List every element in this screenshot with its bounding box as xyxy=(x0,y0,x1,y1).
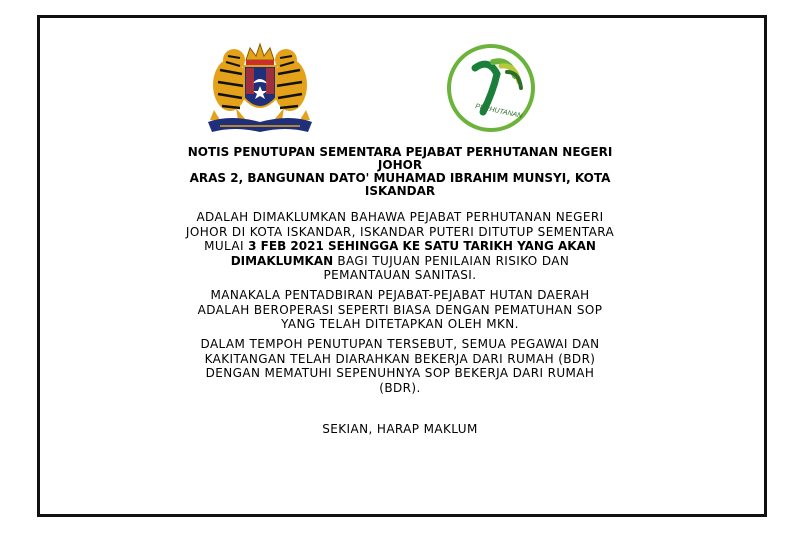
johor-coat-of-arms-logo xyxy=(190,40,330,136)
para3-line-2: KAKITANGAN TELAH DIARAHKAN BEKERJA DARI RUMAH (BDR) xyxy=(204,351,596,366)
title-line-3: ARAS 2, BANGUNAN DATO' MUHAMAD IBRAHIM MUNSYI, KOTA xyxy=(189,171,611,185)
perhutanan-logo-text: PERHUTANAN xyxy=(474,103,523,120)
notice-title xyxy=(60,146,740,198)
para1-line-1: ADALAH DIMAKLUMKAN BAHAWA PEJABAT PERHUTANAN NEGERI xyxy=(196,210,604,224)
notice-paragraph-1 xyxy=(60,210,740,283)
para1-line-3 xyxy=(60,239,740,254)
notice-paragraph-2 xyxy=(60,288,740,332)
para3-line-3: DENGAN MEMATUHI SEPENUHNYA SOP BEKERJA DARI RUMAH xyxy=(205,366,595,380)
para2-line-2: ADALAH BEROPERASI SEPERTI BIASA DENGAN PEMATUHAN SOP xyxy=(197,302,603,317)
perhutanan-logo xyxy=(431,44,551,132)
para3-line-1: DALAM TEMPOH PENUTUPAN TERSEBUT, SEMUA PEGAWAI DAN xyxy=(200,337,600,351)
banner-scroll-icon xyxy=(208,118,312,132)
para1-line-5: PEMANTAUAN SANITASI. xyxy=(323,268,477,282)
para2-line-3: YANG TELAH DITETAPKAN OLEH MKN. xyxy=(281,317,519,331)
para1-line-4-text: BAGI TUJUAN PENILAIAN RISIKO DAN xyxy=(333,253,570,268)
crown-icon xyxy=(246,44,274,65)
para1-line-2: JOHOR DI KOTA ISKANDAR, ISKANDAR PUTERI DITUTUP SEMENTARA xyxy=(185,224,615,239)
para1-line-3-text: MULAI xyxy=(204,239,249,253)
para3-line-4: (BDR). xyxy=(379,380,421,395)
right-tiger-icon xyxy=(273,49,310,120)
left-tiger-icon xyxy=(210,49,247,120)
para2-line-1: MANAKALA PENTADBIRAN PEJABAT-PEJABAT HUTAN DAERAH xyxy=(210,288,590,302)
closing-text: SEKIAN, HARAP MAKLUM xyxy=(322,422,478,436)
title-line-2: JOHOR xyxy=(377,158,423,172)
notice-closing xyxy=(60,422,740,437)
notice-paragraph-3 xyxy=(60,337,740,395)
announced-text: DIMAKLUMKAN xyxy=(230,253,334,268)
title-line-4: ISKANDAR xyxy=(364,184,436,198)
closure-date-text: 3 FEB 2021 SEHINGGA KE SATU TARIKH YANG AKAN xyxy=(248,239,596,253)
shield-icon xyxy=(244,66,276,107)
title-line-1: NOTIS PENUTUPAN SEMENTARA PEJABAT PERHUTANAN NEGERI xyxy=(187,145,613,159)
para1-line-4 xyxy=(60,254,740,269)
